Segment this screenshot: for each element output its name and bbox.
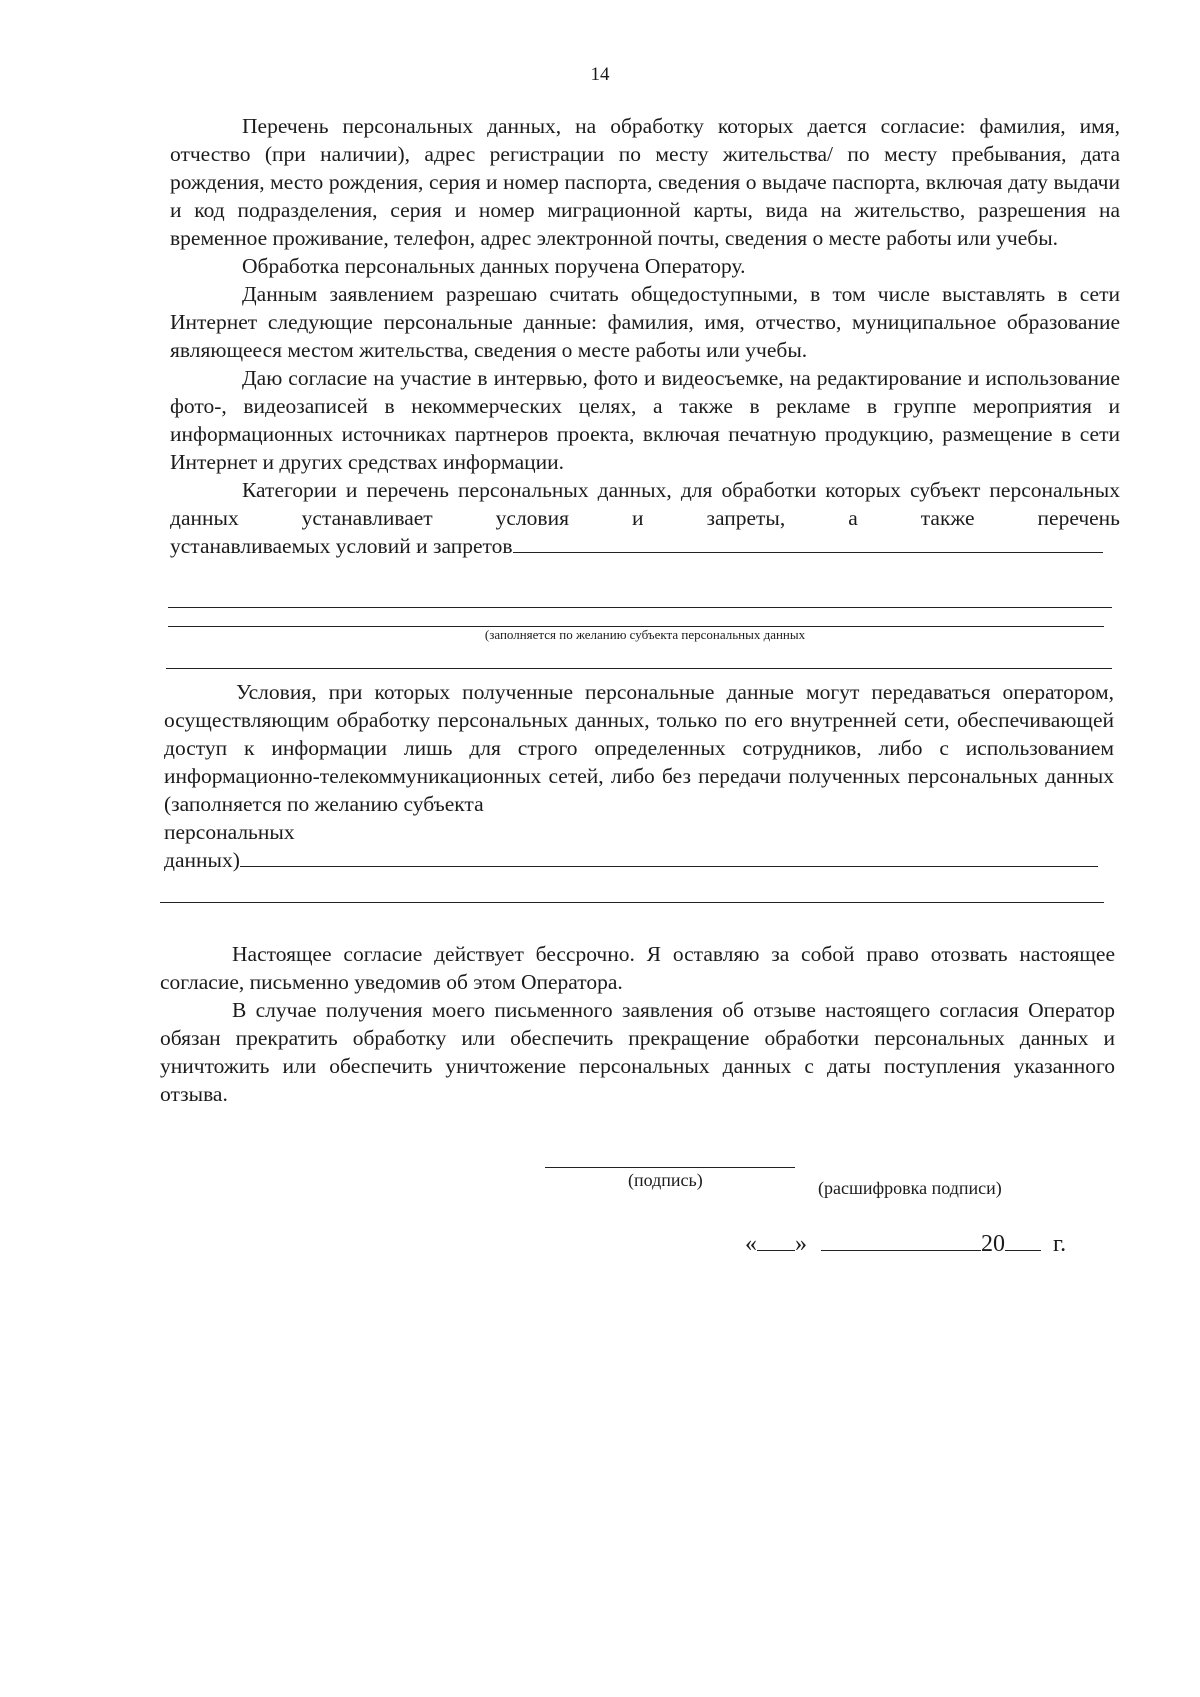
date-close-quote: » [795,1231,807,1257]
operator-assignment-paragraph: Обработка персональных данных поручена Оператору. [242,254,746,278]
conditions-fill-line[interactable] [513,534,1103,553]
fill-line-1[interactable] [168,607,1112,608]
date-year-suffix: г. [1053,1231,1067,1257]
transfer-fill-line[interactable] [240,848,1098,867]
transfer-conditions-section [164,678,1114,874]
signature-line[interactable] [545,1167,795,1168]
date-year-blank[interactable] [1005,1228,1041,1251]
transfer-conditions-tail-1: персональных [164,820,295,844]
date-year-prefix: 20 [981,1231,1005,1257]
validity-paragraph: Настоящее согласие действует бессрочно. Я оставляю за собой право отозвать настоящее согласие, письменно уведомив об этом Оператора. [160,942,1115,994]
page-number: 14 [590,64,610,85]
transfer-conditions-tail-line [164,846,1114,874]
date-day-blank[interactable] [757,1228,795,1251]
consent-body [170,112,1120,560]
fill-caption: (заполняется по желанию субъекта персональных данных [484,627,806,642]
signature-decoding-label: (расшифровка подписи) [818,1178,1002,1198]
categories-paragraph: Категории и перечень персональных данных, для обработки которых субъект персональных данных устанавливает условия и запреты, а также перечень [170,478,1120,530]
media-consent-paragraph: Даю согласие на участие в интервью, фото и видеосъемке, на редактирование и использование фото-, видеозаписей в некоммерческих целях, а также в рекламе в группе мероприятия и информационных источниках партнеров проекта, включая печатную продукцию, размещение в сети Интернет и других средствах информации. [170,366,1120,474]
transfer-conditions-paragraph: Условия, при которых полученные персональные данные могут передаваться оператором, осуществляющим обработку персональных данных, только по его внутренней сети, обеспечивающей доступ к информации лишь для строго определенных сотрудников, либо с использованием информационно-телекоммуникационных сетей, либо без передачи полученных персональных данных (заполняется по желанию субъекта [164,680,1114,816]
date-month-blank[interactable] [821,1228,981,1251]
revocation-paragraph: В случае получения моего письменного заявления об отзыве настоящего согласия Оператор обязан прекратить обработку или обеспечить прекращение обработки персональных данных и уничтожить или обеспечить уничтожение персональных данных с даты поступления указанного отзыва. [160,998,1115,1106]
signature-label: (подпись) [628,1170,703,1190]
public-data-paragraph: Данным заявлением разрешаю считать общедоступными, в том числе выставлять в сети Интернет следующие персональные данные: фамилия, имя, отчество, муниципальное образование являющееся местом жительства, сведения о месте работы или учебы. [170,282,1120,362]
validity-section [160,940,1115,1108]
date-open-quote: « [745,1231,757,1257]
transfer-conditions-tail-2: данных) [164,848,240,872]
date-line [745,1228,1066,1258]
fill-line-3[interactable] [166,668,1112,669]
fill-line-4[interactable] [160,902,1104,903]
conditions-list-label: устанавливаемых условий и запретов [170,534,513,558]
conditions-list-line [170,532,1120,560]
personal-data-list-paragraph: Перечень персональных данных, на обработку которых дается согласие: фамилия, имя, отчество (при наличии), адрес регистрации по месту жительства/ по месту пребывания, дата рождения, место рождения, серия и номер паспорта, сведения о выдаче паспорта, включая дату выдачи и код подразделения, серия и номер миграционной карты, вида на жительство, разрешения на временное проживание, телефон, адрес электронной почты, сведения о месте работы или учебы. [170,114,1120,250]
